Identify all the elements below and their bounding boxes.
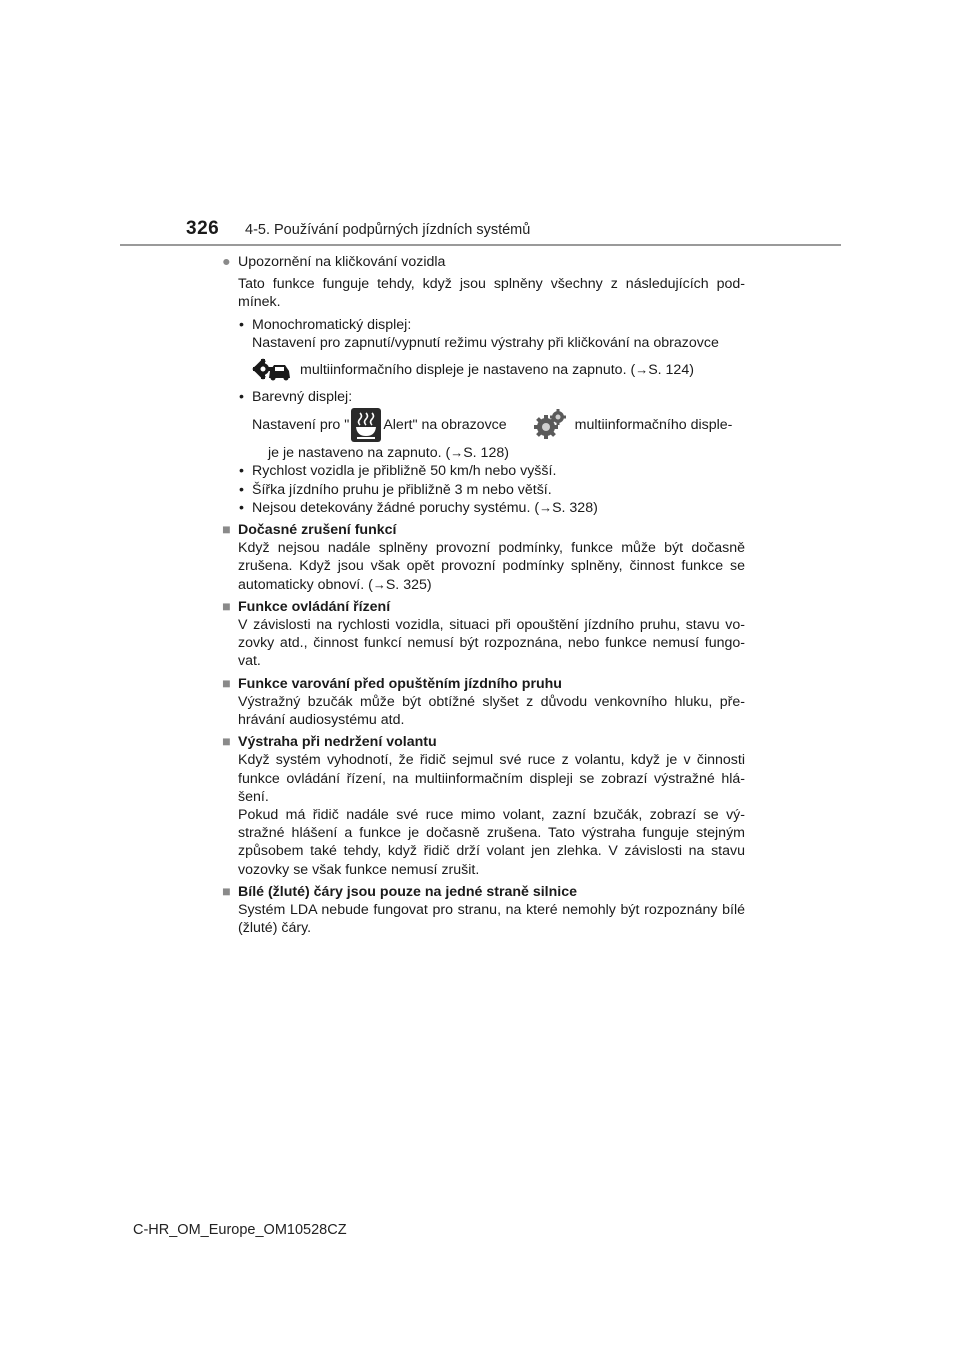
list-item xyxy=(238,481,745,499)
mono-display-text: Nastavení pro zapnutí/vypnutí režimu výstrahy při kličkování na obrazovce xyxy=(252,334,719,351)
page-reference: S. 325) xyxy=(385,576,432,593)
arrow-icon: → xyxy=(450,445,464,461)
section-temporary-cancel xyxy=(222,521,745,539)
section-lane-departure-warning xyxy=(222,675,745,693)
color-display-label: Barevný displej: xyxy=(252,389,353,406)
page-reference: S. 124) xyxy=(648,361,694,378)
arrow-icon: → xyxy=(539,499,553,515)
section-lane-sway-warning xyxy=(222,253,745,271)
color-display-text-d: je je nastaveno na zapnuto. ( xyxy=(268,445,451,462)
arrow-icon: → xyxy=(372,576,386,592)
page-content xyxy=(222,253,745,938)
mono-display-label: Monochromatický displej: xyxy=(252,316,412,333)
header-divider xyxy=(120,244,841,246)
paragraph: Pokud má řidič nadále své ruce mimo volant, zazní bzučák, zobrazí se vý- stražné hlášení a funkce je dočasně zrušena. Tato výstraha funguje stejným způsobem také tehdy, když řidič drží volant jen zlehka. V závislosti na stavu vozovky se však funkce nemusí zrušit. xyxy=(238,807,745,878)
square-bullet-icon: ■ xyxy=(222,675,231,692)
coffee-cup-icon xyxy=(351,408,381,442)
paragraph: Systém LDA nebude fungovat pro stranu, na které nemohly být rozpoznány bílé (žluté) čáry. xyxy=(238,902,745,937)
dot-bullet-icon: • xyxy=(239,463,244,480)
list-item xyxy=(238,462,745,480)
mono-setting-line xyxy=(252,352,745,388)
conditions-list xyxy=(238,388,745,406)
page-reference: S. 328) xyxy=(552,499,598,516)
square-bullet-icon: ■ xyxy=(222,734,231,751)
section-title-text: Výstraha při nedržení volantu xyxy=(238,734,437,751)
settings-car-icon xyxy=(252,358,292,382)
list-item xyxy=(238,388,745,406)
section-title-text: Upozornění na kličkování vozidla xyxy=(238,254,446,270)
conditions-list xyxy=(238,316,745,352)
list-item xyxy=(238,316,745,352)
section-title-text: Dočasné zrušení funkcí xyxy=(238,522,397,539)
section-steering-control xyxy=(222,598,745,616)
section-title-text: Bílé (žluté) čáry jsou pouze na jedné straně silnice xyxy=(238,883,578,900)
paragraph: Když systém vyhodnotí, že řidič sejmul své ruce z volantu, když je v činnosti funkce ovládání řízení, na multiinformačním displeji se zobrazí výstražné hlá- šení. xyxy=(238,752,745,805)
dot-bullet-icon: • xyxy=(239,499,244,516)
section-hands-off-warning xyxy=(222,733,745,751)
speed-condition: Rychlost vozidla je přibližně 50 km/h nebo vyšší. xyxy=(252,463,557,480)
page-number: 326 xyxy=(186,218,220,239)
section-title-text: Funkce ovládání řízení xyxy=(238,598,391,615)
paragraph xyxy=(238,539,745,594)
section-one-side-lines xyxy=(222,883,745,901)
mono-display-text-cont: multiinformačního displeje je nastaveno na zapnuto. ( xyxy=(300,361,636,378)
color-display-text-c: multiinformačního disple- xyxy=(574,417,733,434)
section-title: 4-5. Používání podpůrných jízdních systémů xyxy=(245,222,531,238)
page-header xyxy=(0,0,960,250)
lane-width-condition: Šířka jízdního pruhu je přibližně 3 m nebo větší. xyxy=(252,481,552,498)
arrow-icon: → xyxy=(635,361,649,377)
gears-icon xyxy=(533,409,567,441)
square-bullet-icon: ■ xyxy=(222,883,231,900)
paragraph-text: Když nejsou nadále splněny provozní podmínky, funkce může být dočasně zrušena. Když jsou však opět provozní podmínky splněny, činnost funkce se automaticky obnoví. ( xyxy=(238,540,745,593)
color-display-text: Nastavení pro " xyxy=(252,417,350,434)
dot-bullet-icon: • xyxy=(239,316,244,333)
paragraph: Výstražný bzučák může být obtížné slyšet z důvodu venkovního hluku, pře- hrávání audiosystému atd. xyxy=(238,693,745,729)
paragraph: V závislosti na rychlosti vozidla, situaci při opouštění jízdního pruhu, stavu vo- zovky atd., činnost funkcí nemusí být rozpoznána, nebo funkce nemusí fungo- vat. xyxy=(238,617,745,670)
color-setting-line xyxy=(252,406,745,444)
conditions-list xyxy=(238,462,745,517)
page-reference: S. 128) xyxy=(463,445,509,462)
dot-bullet-icon: • xyxy=(239,389,244,406)
color-display-text-d-line xyxy=(268,444,745,462)
dot-bullet-icon: • xyxy=(239,481,244,498)
malfunction-condition: Nejsou detekovány žádné poruchy systému. ( xyxy=(252,499,540,516)
square-bullet-icon: ■ xyxy=(222,598,231,615)
list-item xyxy=(238,499,745,517)
paragraph: Tato funkce funguje tehdy, když jsou splněny všechny z následujících pod- mínek. xyxy=(238,276,745,311)
color-display-text-b: Alert" na obrazovce xyxy=(383,417,507,434)
square-bullet-icon: ■ xyxy=(222,522,231,539)
document-id: C-HR_OM_Europe_OM10528CZ xyxy=(133,1222,347,1238)
section-title-text: Funkce varování před opuštěním jízdního pruhu xyxy=(238,675,562,692)
circle-bullet-icon: ● xyxy=(222,254,231,270)
